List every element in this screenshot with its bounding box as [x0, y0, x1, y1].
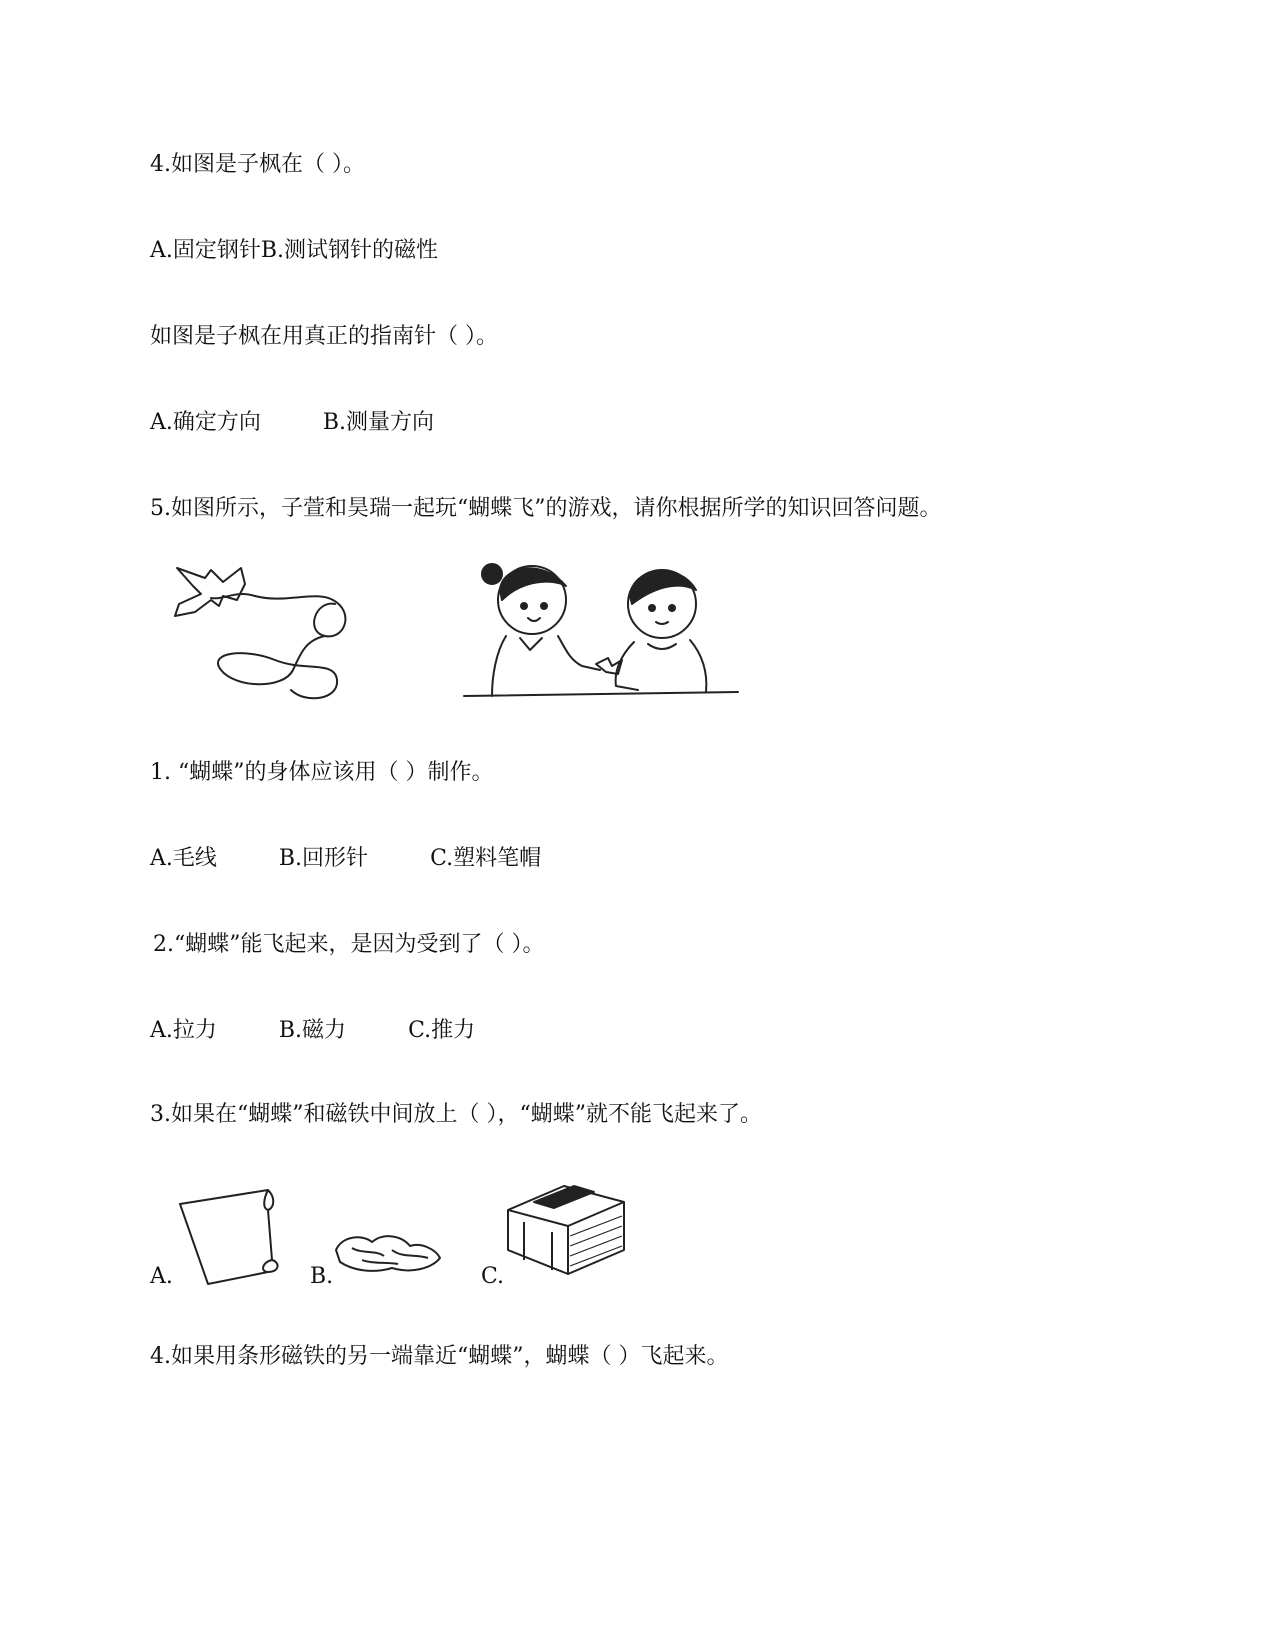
sub-question-2-options: [150, 1016, 475, 1046]
question-5-stem: 5.如图所示，子萱和昊瑞一起玩“蝴蝶飞”的游戏，请你根据所学的知识回答问题。: [150, 496, 942, 521]
question-4b-options: [150, 408, 434, 438]
sub-question-4-stem: 4.如果用条形磁铁的另一端靠近“蝴蝶”，蝴蝶（ ）飞起来。: [150, 1344, 729, 1369]
option-a: A.毛线: [150, 846, 217, 871]
option-c: C.塑料笔帽: [430, 846, 542, 871]
paper-sheet-picture: [176, 1188, 286, 1288]
option-b: B.回形针: [278, 846, 369, 871]
option-a: A.确定方向: [150, 410, 261, 435]
sub-question-2-stem: 2.“蝴蝶”能飞起来，是因为受到了（ ）。: [153, 932, 545, 957]
sub-question-3-option-b-label: B.: [310, 1264, 334, 1289]
sub-question-3-option-a-label: A.: [150, 1264, 173, 1289]
sub-question-1-options: [150, 844, 541, 874]
butterfly-thread-illustration: [165, 560, 365, 710]
sub-question-1-stem: 1. “蝴蝶”的身体应该用（ ）制作。: [150, 760, 494, 785]
dictionary-book-picture: [504, 1180, 630, 1280]
sub-question-3-option-c-label: C.: [481, 1264, 505, 1289]
question-4b-stem: 如图是子枫在用真正的指南针（ ）。: [150, 324, 498, 349]
option-c: C.推力: [408, 1018, 476, 1043]
option-a: A.拉力: [150, 1018, 217, 1043]
option-b: B.磁力: [278, 1018, 347, 1043]
children-playing-illustration: [462, 560, 742, 710]
sub-question-3-stem: 3.如果在“蝴蝶”和磁铁中间放上（ ），“蝴蝶”就不能飞起来了。: [150, 1102, 762, 1127]
question-4-stem: 4.如图是子枫在（ ）。: [150, 152, 365, 177]
question-4-options: A.固定钢针B.测试钢针的磁性: [150, 238, 439, 263]
crumpled-cloth-picture: [332, 1228, 442, 1278]
option-b: B.测量方向: [322, 410, 435, 435]
